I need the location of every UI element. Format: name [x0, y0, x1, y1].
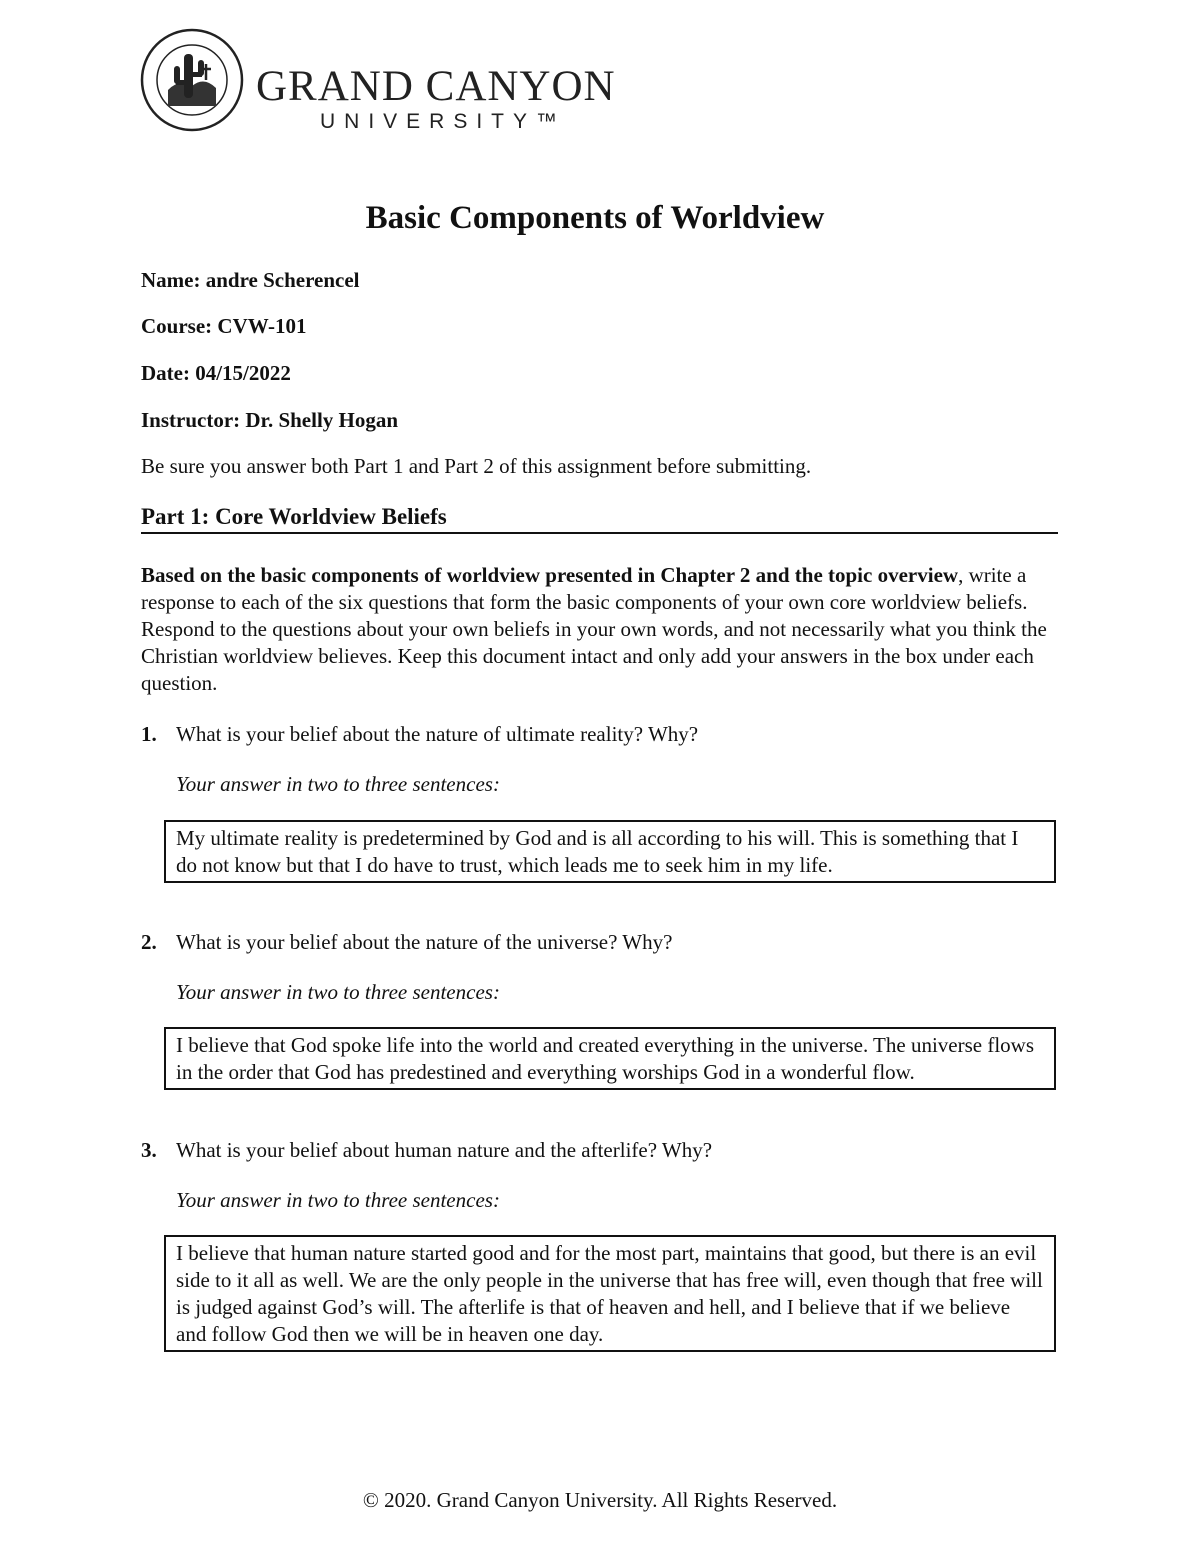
university-logo — [140, 28, 620, 138]
part1-instructions — [141, 562, 1061, 697]
answer-box-3[interactable]: I believe that human nature started good and for the most part, maintains that good, but there is an evil side to it all as well. We are the only people in the universe that has free will, even though that free will is judged against God’s will. The afterlife is that of heaven and hell, and I believe that if we believe and follow God then we will be in heaven one day. — [164, 1235, 1056, 1352]
question-number: 3. — [141, 1138, 157, 1162]
page-title: Basic Components of Worldview — [365, 200, 825, 236]
answer-prompt: Your answer in two to three sentences: — [176, 772, 500, 796]
question-1 — [141, 722, 698, 747]
logo-subtitle: UNIVERSITY™ — [320, 110, 567, 133]
answer-box-1[interactable]: My ultimate reality is predetermined by God and is all according to his will. This is something that I do not know but that I do have to trust, which leads me to seek him in my life. — [164, 820, 1056, 883]
part1-heading: Part 1: Core Worldview Beliefs — [141, 504, 1058, 534]
student-name: Name: andre Scherencel — [141, 268, 360, 292]
logo-name: GRAND CANYON — [256, 63, 616, 110]
answer-prompt: Your answer in two to three sentences: — [176, 980, 500, 1004]
question-number: 1. — [141, 722, 157, 746]
question-3 — [141, 1138, 712, 1163]
answer-box-2[interactable]: I believe that God spoke life into the world and created everything in the universe. The universe flows in the order that God has predestined and everything worships God in a wonderful flow. — [164, 1027, 1056, 1090]
copyright-footer: © 2020. Grand Canyon University. All Rights Reserved. — [362, 1488, 838, 1512]
instructions-text: , write a response to each of the six questions that form the basic components of your own core worldview beliefs. Respond to the questions about your own beliefs in your own words, and not necessarily what you think the Christian worldview believes. Keep this document intact and only add your answers in the box under each question. — [141, 563, 1047, 695]
question-text: What is your belief about the nature of the universe? Why? — [176, 930, 673, 954]
question-number: 2. — [141, 930, 157, 954]
course-code: Course: CVW-101 — [141, 314, 307, 338]
instructions-bold: Based on the basic components of worldview presented in Chapter 2 and the topic overview — [141, 563, 959, 587]
submission-date: Date: 04/15/2022 — [141, 361, 291, 385]
instructor-name: Instructor: Dr. Shelly Hogan — [141, 408, 399, 432]
question-2 — [141, 930, 672, 955]
submission-note: Be sure you answer both Part 1 and Part 2 of this assignment before submitting. — [141, 454, 812, 478]
answer-prompt: Your answer in two to three sentences: — [176, 1188, 500, 1212]
question-text: What is your belief about human nature and the afterlife? Why? — [176, 1138, 713, 1162]
university-seal-icon — [140, 28, 244, 132]
question-text: What is your belief about the nature of ultimate reality? Why? — [176, 722, 699, 746]
